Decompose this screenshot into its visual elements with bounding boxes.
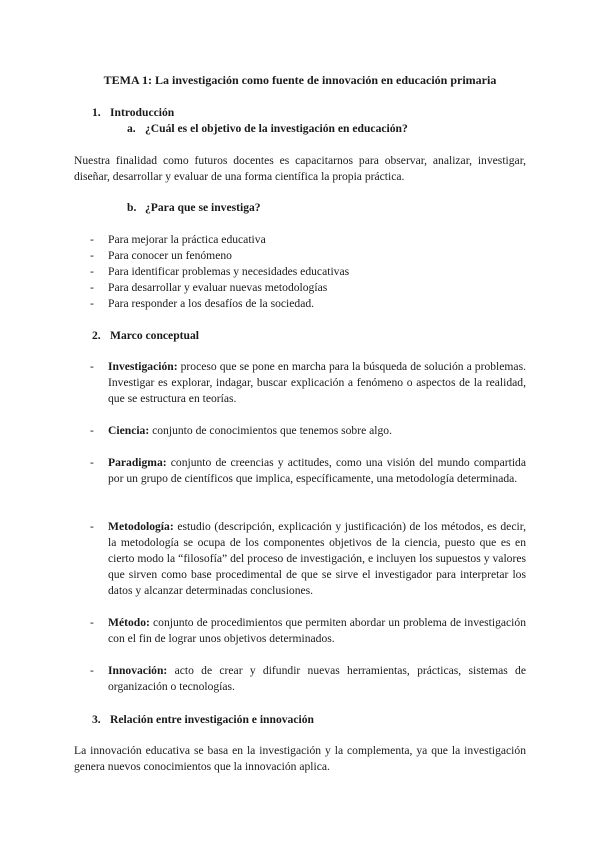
document-title: TEMA 1: La investigación como fuente de innovación en educación primaria (103, 73, 497, 87)
subsection-b-title: ¿Para que se investiga? (145, 201, 261, 214)
bullet-marker: - (90, 360, 94, 373)
section-1-title: Introducción (110, 106, 175, 119)
bullet-marker: - (90, 249, 94, 262)
definition-item-metodo (74, 615, 526, 647)
section-3-number: 3. (92, 713, 101, 726)
relation-paragraph: La innovación educativa se basa en la investigación y la complementa, ya que la investigación genera nuevos conocimientos que la innovación aplica. (74, 744, 526, 773)
definition-term: Método: (108, 616, 150, 629)
subsection-a-title: ¿Cuál es el objetivo de la investigación en educación? (145, 122, 408, 135)
bullet-marker: - (90, 616, 94, 629)
bullet-marker: - (90, 281, 94, 294)
bullet-marker: - (90, 424, 94, 437)
section-1-number: 1. (92, 106, 101, 119)
definition-item-ciencia (74, 423, 526, 439)
list-item-text: Para desarrollar y evaluar nuevas metodologías (108, 281, 328, 294)
definition-text: acto de crear y difundir nuevas herramientas, prácticas, sistemas de organización o tecnologías. (108, 664, 526, 693)
definition-item-metodologia (74, 519, 526, 599)
list-item-text: Para responder a los desafíos de la sociedad. (108, 297, 315, 310)
definition-text: conjunto de conocimientos que tenemos sobre algo. (149, 424, 392, 437)
definition-text: conjunto de creencias y actitudes, como una visión del mundo compartida por un grupo de científicos que implica, específicamente, una metodología determinada. (108, 456, 526, 485)
definition-item-investigacion (74, 359, 526, 407)
list-item-text: Para conocer un fenómeno (108, 249, 232, 262)
section-3-title: Relación entre investigación e innovación (110, 713, 314, 726)
definition-text: estudio (descripción, explicación y justificación) de los métodos, es decir, la metodología se ocupa de los componentes objetivos de la ciencia, puesto que es en cierto modo la “filosofía” del proceso de investigación, e incluyen los supuestos y valores que sirven como base procedimental de que se sirve el investigador para interpretar los datos y alcanzar determinadas conclusiones. (108, 520, 526, 597)
definition-term: Innovación: (108, 664, 168, 677)
definition-term: Ciencia: (108, 424, 150, 437)
definition-text: proceso que se pone en marcha para la búsqueda de solución a problemas. Investigar es explorar, indagar, buscar explicación a fenómeno o aspectos de la realidad, que se estructura en teorías. (108, 360, 526, 405)
definition-item-innovacion (74, 663, 526, 695)
definition-term: Paradigma: (108, 456, 167, 469)
bullet-marker: - (90, 456, 94, 469)
bullet-marker: - (90, 265, 94, 278)
definition-text: conjunto de procedimientos que permiten abordar un problema de investigación con el fin de lograr unos objetivos determinados. (108, 616, 526, 645)
definition-item-paradigma (74, 455, 526, 487)
subsection-a-letter: a. (127, 122, 136, 135)
list-item-text: Para mejorar la práctica educativa (108, 233, 266, 246)
list-item-text: Para identificar problemas y necesidades educativas (108, 265, 350, 278)
section-2-number: 2. (92, 329, 101, 342)
bullet-marker: - (90, 233, 94, 246)
section-3-heading (92, 712, 314, 728)
intro-paragraph: Nuestra finalidad como futuros docentes es capacitarnos para observar, analizar, investigar, diseñar, desarrollar y evaluar de una forma científica la propia práctica. (74, 154, 526, 183)
definition-term: Metodología: (108, 520, 174, 533)
bullet-marker: - (90, 297, 94, 310)
bullet-marker: - (90, 520, 94, 533)
bullet-marker: - (90, 664, 94, 677)
section-2-title: Marco conceptual (110, 329, 199, 342)
definition-term: Investigación: (108, 360, 178, 373)
subsection-b-letter: b. (127, 201, 137, 214)
